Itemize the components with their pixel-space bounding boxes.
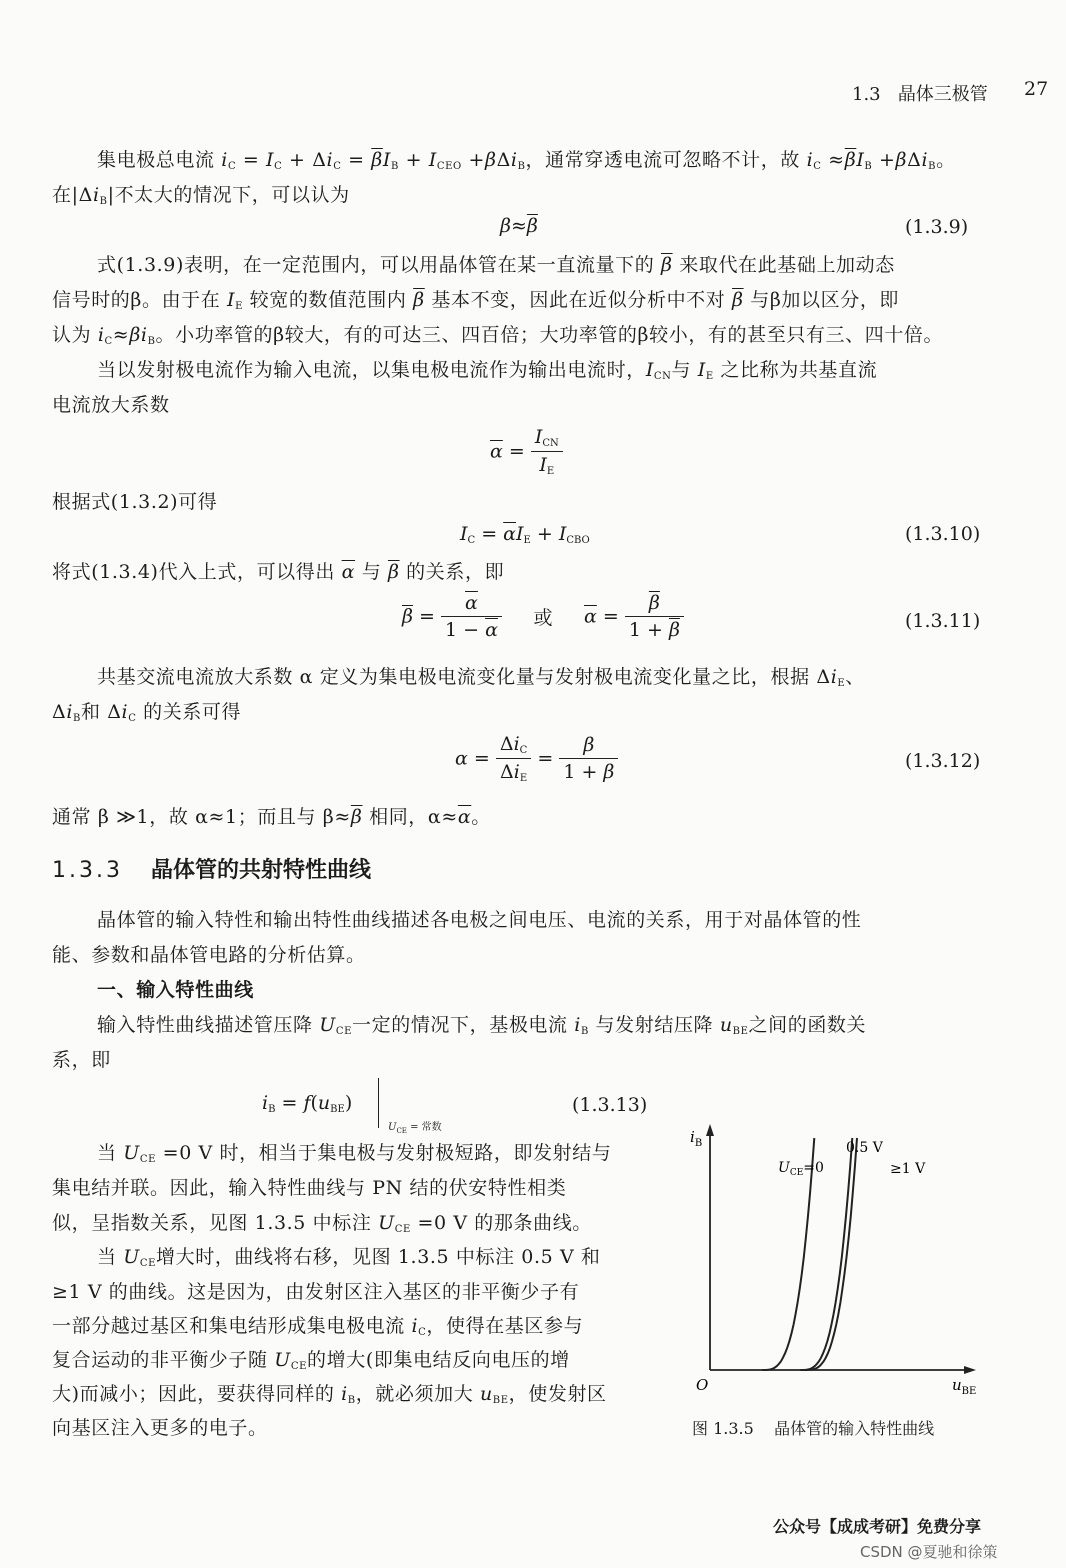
section-number: 1.3.3	[52, 858, 123, 883]
subsection-heading: 一、输入特性曲线	[97, 979, 254, 1001]
y-axis-arrow	[706, 1124, 714, 1136]
eq-number-1-3-11: (1.3.11)	[905, 610, 981, 632]
page-number: 27	[1024, 78, 1049, 100]
substitute-text: 将式(1.3.4)代入上式，可以得出 $\overline{\alpha}$ 与 $\overline{\beta}$ 的关系，即	[52, 561, 505, 583]
eq-number-1-3-9: (1.3.9)	[905, 216, 969, 238]
equation-1-3-13: $i_B = f(u_{BE})$	[262, 1092, 353, 1115]
origin-label: O	[696, 1376, 709, 1394]
para3-line1: 当以发射极电流作为输入电流，以集电极电流作为输出电流时，$I_{CN}$与 $I_E$ 之比称为共基直流	[97, 359, 878, 382]
eval-bar	[378, 1078, 379, 1128]
x-axis-label: $u_{BE}$	[952, 1376, 977, 1397]
section-heading	[52, 853, 371, 884]
x-axis-arrow	[964, 1366, 976, 1374]
para1-line1: 集电极总电流 $i_C = I_C + \Delta i_C = \overline{\beta}I_B + I_{CEO} +\beta\Delta i_B$，通常穿透电流可忽略不计，故 $i_C \approx\overline{\beta}I_B +\beta\Delta i_B$。	[97, 149, 956, 172]
para4-line2: $\Delta i_B$和 $\Delta i_C$ 的关系可得	[52, 701, 242, 724]
curve-label-ge-1v: ≥1 V	[890, 1161, 926, 1177]
figure-caption	[692, 1416, 934, 1439]
input-characteristic-figure	[680, 1118, 990, 1408]
para6-line1: 输入特性曲线描述管压降 $U_{CE}$一定的情况下，基极电流 $i_B$ 与发射结压降 $u_{BE}$之间的函数关	[97, 1014, 867, 1037]
equation-1-3-10: $I_C = \overline{\alpha}I_E + I_{CBO}$	[460, 523, 590, 546]
para8-line4: 复合运动的非平衡少子随 $U_{CE}$的增大(即集电结反向电压的增	[52, 1349, 570, 1372]
footer-share-note: 公众号【成成考研】免费分享	[773, 1517, 982, 1536]
derive-text: 根据式(1.3.2)可得	[52, 491, 218, 513]
para7-line1: 当 $U_{CE} =0$ V 时，相当于集电极与发射极短路，即发射结与	[97, 1142, 612, 1165]
equation-1-3-9: $\beta\approx\overline{\beta}$	[500, 215, 538, 237]
para2-line3: 认为 $i_C\approx\beta i_B$。小功率管的β较大，有的可达三、四百倍；大功率管的β较小，有的甚至只有三、四十倍。	[52, 324, 944, 347]
para8-line3: 一部分越过基区和集电结形成集电极电流 $i_C$，使得在基区参与	[52, 1315, 584, 1338]
equation-1-3-12: α = $\frac{\Delta i_C}{\Delta i_E}$ = $\frac{\beta}{1 + \beta}$	[455, 733, 618, 784]
equation-1-3-11: $\overline{\beta}$ = $\frac{\overline{\alpha}}{1 - \overline{\alpha}}$ 或 $\overline{\alpha}$ = $\frac{\overline{\beta}}{1 + \overline{\beta}}$	[402, 592, 684, 641]
curve-label-uce-0: $U_{CE}=0$	[778, 1160, 824, 1178]
para5-line2: 能、参数和晶体管电路的分析估算。	[52, 944, 366, 966]
or-text: 或	[533, 607, 553, 629]
running-header	[852, 80, 988, 106]
header-title: 晶体三极管	[897, 84, 988, 105]
para8-line5: 大)而减小；因此，要获得同样的 $i_B$，就必须加大 $u_{BE}$，使发射区	[52, 1383, 607, 1406]
para6-line2: 系，即	[52, 1049, 111, 1071]
para4-line1: 共基交流电流放大系数 α 定义为集电极电流变化量与发射极电流变化量之比，根据 $\Delta i_E$、	[97, 666, 865, 689]
para8-line1: 当 $U_{CE}$增大时，曲线将右移，见图 1.3.5 中标注 0.5 V 和	[97, 1246, 601, 1269]
csdn-watermark: CSDN @夏驰和徐策	[860, 1543, 998, 1561]
para2-line1: 式(1.3.9)表明，在一定范围内，可以用晶体管在某一直流量下的 $\overline{\beta}$ 来取代在此基础上加动态	[97, 254, 895, 276]
equation-alpha-definition: $\overline{\alpha}$ = $\frac{I_{CN}}{I_E}$	[490, 426, 563, 477]
figure-caption-text: 晶体管的输入特性曲线	[774, 1419, 935, 1438]
eq-number-1-3-12: (1.3.12)	[905, 750, 981, 772]
para7-line3: 似，呈指数关系，见图 1.3.5 中标注 $U_{CE} =0$ V 的那条曲线。	[52, 1212, 592, 1235]
y-axis-label: $i_B$	[690, 1128, 703, 1149]
figure-number: 图 1.3.5	[692, 1419, 754, 1438]
eq-number-1-3-10: (1.3.10)	[905, 523, 981, 545]
para8-line6: 向基区注入更多的电子。	[52, 1417, 268, 1439]
para8-line2: ≥1 V 的曲线。这是因为，由发射区注入基区的非平衡少子有	[52, 1281, 580, 1303]
para5-line1: 晶体管的输入特性和输出特性曲线描述各电极之间电压、电流的关系，用于对晶体管的性	[97, 909, 862, 931]
para3-line2: 电流放大系数	[52, 394, 170, 416]
para2-line2: 信号时的β。由于在 $I_E$ 较宽的数值范围内 $\overline{\beta}$ 基本不变，因此在近似分析中不对 $\overline{\beta}$ 与β加以区分，即	[52, 289, 900, 312]
para1-line2: 在$|\Delta i_B|$不太大的情况下，可以认为	[52, 184, 350, 207]
eval-condition: $U_{CE}$ = 常数	[388, 1122, 442, 1135]
header-section: 1.3	[852, 84, 881, 105]
section-title: 晶体管的共射特性曲线	[150, 857, 371, 883]
eq-number-1-3-13: (1.3.13)	[572, 1094, 648, 1116]
curve-label-0-5v: 0.5 V	[846, 1140, 883, 1156]
para7-line2: 集电结并联。因此，输入特性曲线与 PN 结的伏安特性相类	[52, 1177, 567, 1199]
usual-text: 通常 β ≫1，故 α≈1；而且与 $\beta\approx\overline{\beta}$ 相同，$\alpha\approx\overline{\alpha}$。	[52, 806, 491, 828]
